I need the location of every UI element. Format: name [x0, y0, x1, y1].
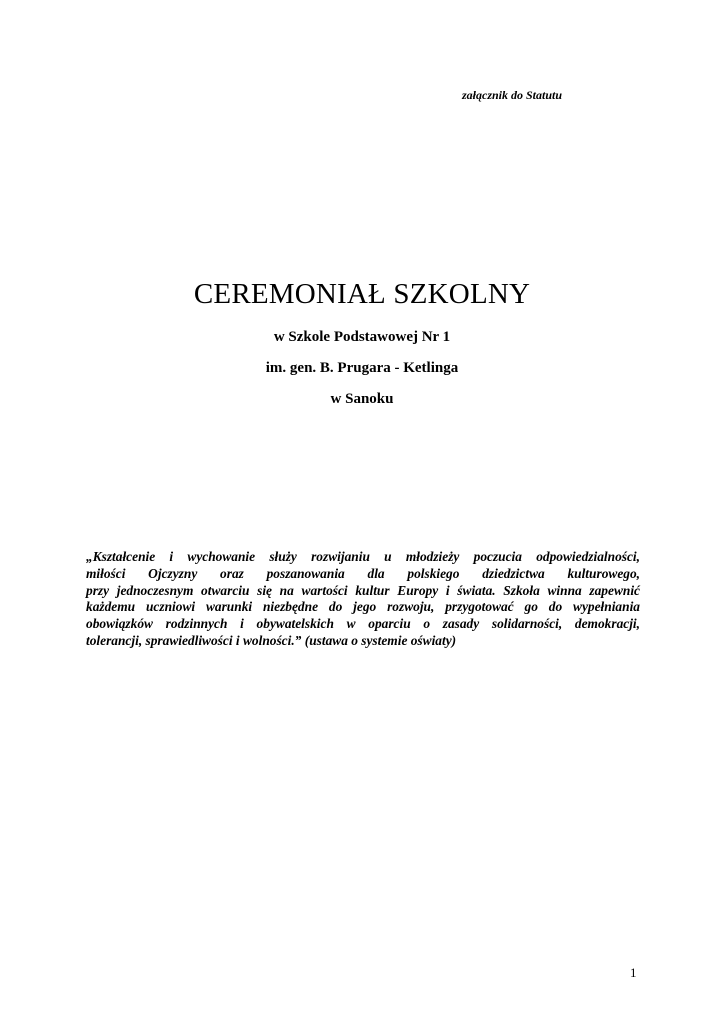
quote-line: każdemu uczniowi warunki niezbędne do jego rozwoju, przygotować go do wypełniania — [86, 599, 640, 615]
subtitle-school-name: w Szkole Podstawowej Nr 1 — [273, 329, 451, 345]
quote-line: obowiązków rodzinnych i obywatelskich w oparciu o zasady solidarności, demokracji, — [86, 616, 640, 632]
quote-line: przy jednoczesnym otwarciu się na wartości kultur Europy i świata. Szkoła winna zapewnić — [86, 582, 640, 598]
page-number: 1 — [630, 965, 637, 980]
document-title: CEREMONIAŁ SZKOLNY — [193, 278, 531, 310]
quote-block — [86, 549, 640, 650]
annex-note: załącznik do Statutu — [462, 88, 563, 102]
subtitle-school-patron: im. gen. B. Prugara - Ketlinga — [265, 360, 459, 376]
quote-line: miłości Ojczyzny oraz poszanowania dla polskiego dziedzictwa kulturowego, — [86, 565, 640, 581]
quote-line: tolerancji, sprawiedliwości i wolności.” (ustawa o systemie oświaty) — [86, 632, 457, 648]
subtitle-school-location: w Sanoku — [330, 391, 394, 407]
quote-line: „Kształcenie i wychowanie służy rozwijaniu u młodzieży poczucia odpowiedzialności, — [86, 549, 640, 564]
